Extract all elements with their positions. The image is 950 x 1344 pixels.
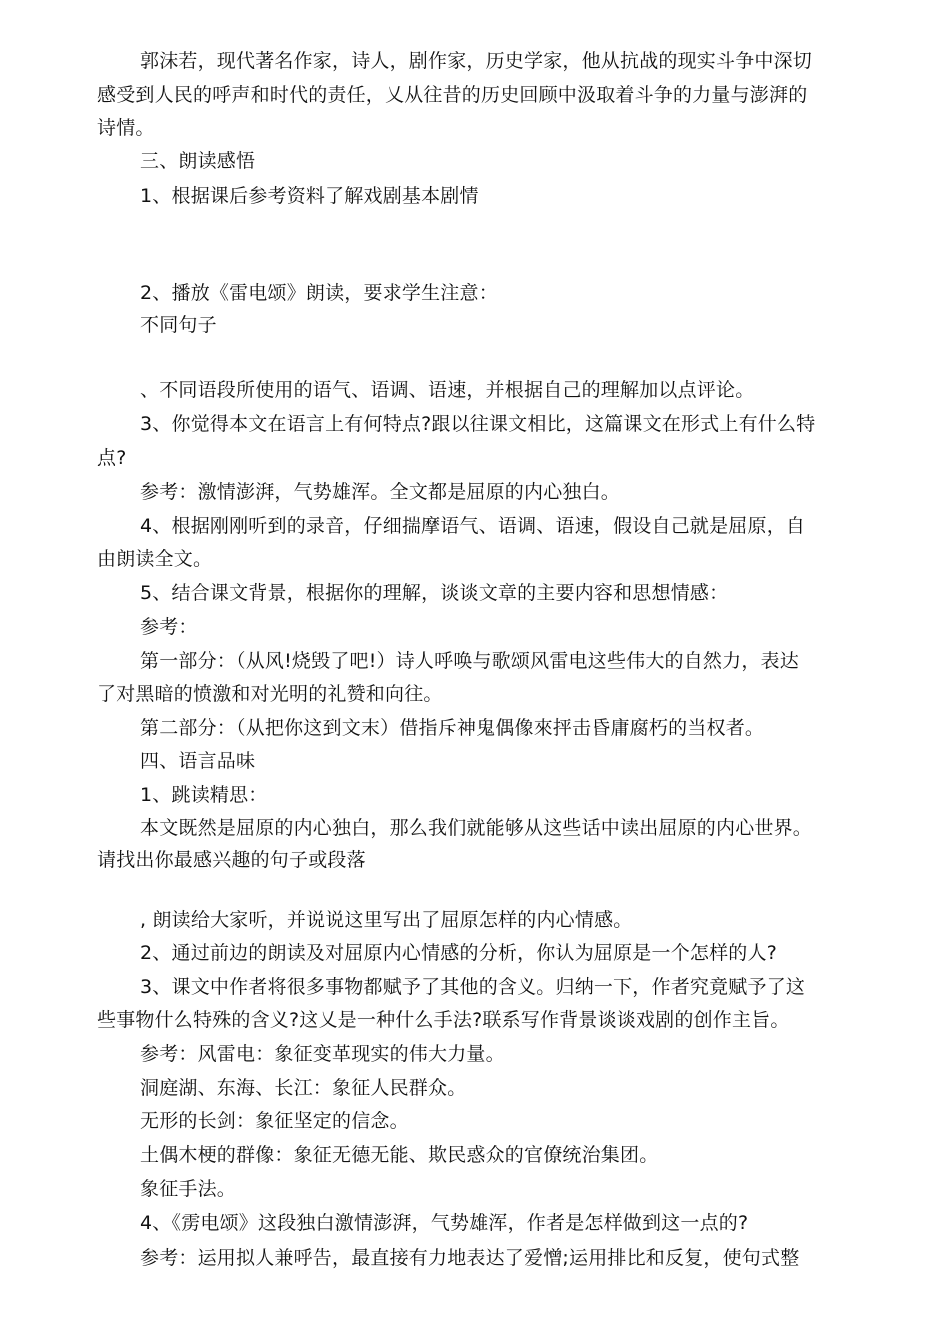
paragraph-line: 些事物什么特殊的含义?这乂是一种什么手法?联系写作背景谈谈戏剧的创作主旨。 xyxy=(97,1009,790,1031)
reference-line: 参考： xyxy=(140,616,198,638)
paragraph-line: 第一部分：（从风!烧毁了吧!）诗人呼唤与歌颂风雷电这些伟大的自然力，表达 xyxy=(140,650,799,672)
paragraph-line: 土偶木梗的群像：象征无德无能、欺民惑众的官僚统治集团。 xyxy=(140,1144,659,1166)
paragraph-line: 、不同语段所使用的语气、语调、语速，并根据自己的理解加以点评论。 xyxy=(140,379,755,401)
section-heading: 四、语言品味 xyxy=(140,750,256,772)
list-item: 4、《雳电颂》这段独白激情澎湃，气势雄浑，作者是怎样做到这一点的? xyxy=(140,1212,749,1234)
paragraph-line: , 朗读给大家听，并说说这里写出了屈原怎样的内心情感。 xyxy=(140,909,633,931)
reference-line: 参考：激情澎湃，气势雄浑。全文都是屈原的内心独白。 xyxy=(140,481,621,503)
list-item: 1、跳读精思： xyxy=(140,784,268,806)
paragraph-line: 感受到人民的呼声和时代的责任，乂从往昔的历史回顾中汲取着斗争的力量与澎湃的 xyxy=(97,84,808,106)
paragraph-line: 郭沫若，现代著名作家，诗人，剧作家，历史学家，他从抗战的现实斗争中深切 xyxy=(140,50,813,72)
paragraph-line: 请找出你最感兴趣的句子或段落 xyxy=(97,849,366,871)
paragraph-line: 象征手法。 xyxy=(140,1178,237,1200)
paragraph-line: 由朗读全文。 xyxy=(97,548,213,570)
list-item: 3、你觉得本文在语言上有何特点?跟以往课文相比，这篇课文在形式上有什么特 xyxy=(140,413,816,435)
paragraph-line: 无形的长剑：象征坚定的信念。 xyxy=(140,1110,409,1132)
paragraph-line: 诗情。 xyxy=(97,117,155,139)
paragraph-line: 洞庭湖、东海、长江：象征人民群众。 xyxy=(140,1077,467,1099)
paragraph-line: 点? xyxy=(97,447,127,469)
reference-line: 参考：运用拟人兼呼告，最直接有力地表达了爱憎;运用排比和反复，使句式整 xyxy=(140,1247,800,1269)
reference-line: 参考：风雷电：象征变革现实的伟大力量。 xyxy=(140,1043,505,1065)
list-item: 4、根据刚刚听到的录音，仔细揣摩语气、语调、语速，假设自己就是屈原，自 xyxy=(140,515,806,537)
paragraph-line: 本文既然是屈原的内心独白，那么我们就能够从这些话中读出屈原的内心世界。 xyxy=(140,817,813,839)
list-item: 1、根据课后参考资料了解戏剧基本剧情 xyxy=(140,185,479,207)
list-item: 3、课文中作者将很多事物都赋予了其他的含义。归纳一下，作者究竟赋予了这 xyxy=(140,976,806,998)
paragraph-line: 了对黑暗的愤激和对光明的礼赞和向往。 xyxy=(97,683,443,705)
list-item: 2、通过前边的朗读及对屈原内心情感的分析，你认为屈原是一个怎样的人? xyxy=(140,942,777,964)
list-item: 2、播放《雷电颂》朗读，要求学生注意： xyxy=(140,282,498,304)
list-item: 5、结合课文背景，根据你的理解，谈谈文章的主要内容和思想情感： xyxy=(140,582,729,604)
paragraph-line: 第二部分：（从把你这到文末）借指斥神鬼偶像來抨击昏庸腐朽的当权者。 xyxy=(140,717,765,739)
section-heading: 三、朗读感悟 xyxy=(140,150,256,172)
paragraph-line: 不同句子 xyxy=(140,314,217,336)
